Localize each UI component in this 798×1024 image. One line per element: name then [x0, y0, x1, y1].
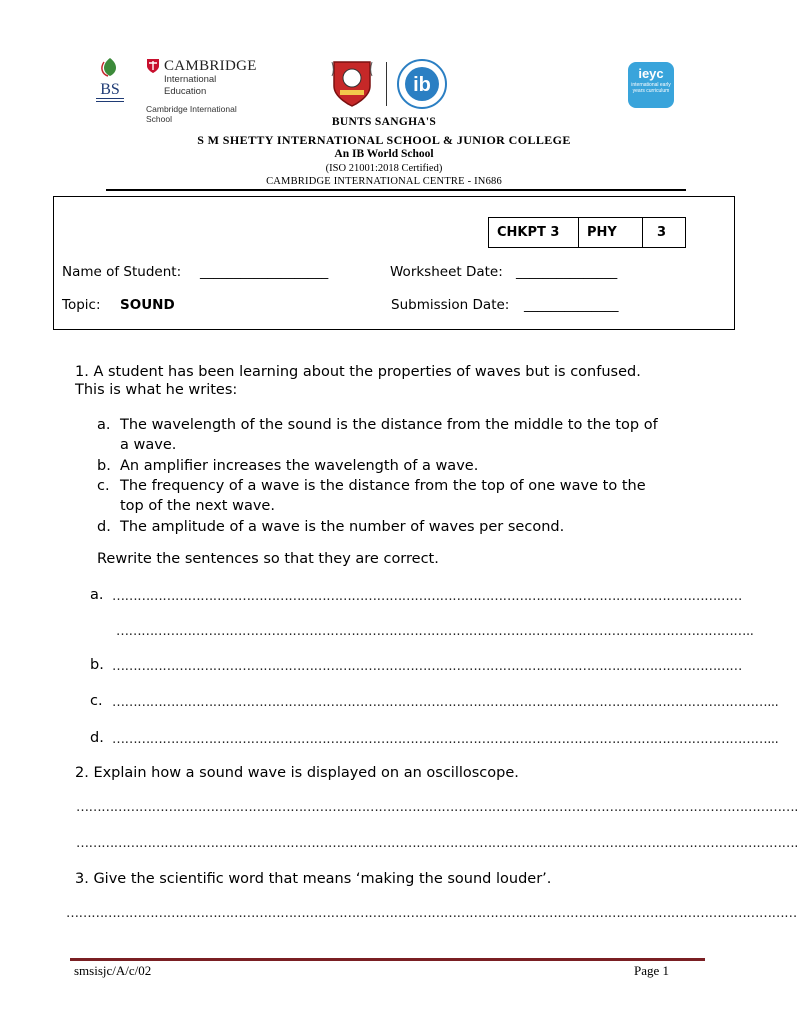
cambridge-shield-icon	[146, 58, 160, 74]
answer-line-c[interactable]: …………………………………………………………………………………………………………………………………………...	[112, 695, 779, 710]
answer-line-a-2[interactable]: ……………………………………………………………………………………………………………………………………..	[116, 624, 754, 639]
header-rule	[106, 189, 686, 191]
logo-divider	[386, 62, 387, 106]
q1-item-a-line-2: a wave.	[120, 437, 177, 453]
worksheet-date-blank[interactable]: _______________	[516, 264, 618, 280]
bs-logo-text: BS	[100, 81, 120, 98]
q3-answer-line[interactable]: …………………………………………………………………………………………………………………………………………………………	[66, 906, 797, 921]
answer-label-d: d.	[90, 730, 104, 746]
ieyc-logo-text: ieyc	[638, 66, 664, 81]
q1-item-a-line-1: The wavelength of the sound is the distance from the middle to the top of	[120, 417, 658, 433]
cambridge-sub: International Education	[164, 74, 217, 97]
cambridge-logo	[146, 58, 256, 124]
bs-logo	[92, 56, 128, 106]
footer-page: Page 1	[634, 963, 670, 978]
code-subject: PHY	[579, 218, 643, 247]
header-ib-line: An IB World School	[334, 148, 434, 160]
q1-item-c-line-2: top of the next wave.	[120, 498, 275, 514]
header-centre-line: CAMBRIDGE INTERNATIONAL CENTRE - IN686	[266, 176, 502, 187]
code-box	[488, 217, 686, 248]
ib-logo-text: ib	[413, 74, 431, 96]
school-crest-icon	[326, 58, 378, 110]
topic-label: Topic:	[62, 297, 101, 313]
ib-logo	[396, 58, 448, 110]
submission-date-label: Submission Date:	[391, 297, 510, 313]
q1-line-1: 1. A student has been learning about the properties of waves but is confused.	[75, 364, 641, 380]
q3-text: 3. Give the scientific word that means ‘making the sound louder’.	[75, 871, 552, 887]
header-line-1: BUNTS SANGHA'S	[331, 116, 437, 128]
answer-line-b[interactable]: ……………………………………………………………………………………………………………………………………	[112, 659, 743, 674]
cambridge-school: Cambridge International School	[146, 104, 237, 124]
q1-item-marker: b.	[97, 458, 111, 474]
answer-line-a-1[interactable]: ……………………………………………………………………………………………………………………………………	[112, 589, 743, 604]
header-school-name: S M SHETTY INTERNATIONAL SCHOOL & JUNIOR COLLEGE	[197, 133, 571, 147]
code-number: 3	[657, 225, 667, 240]
q1-item-marker: c.	[97, 478, 110, 494]
cambridge-title: CAMBRIDGE	[164, 58, 257, 74]
name-blank[interactable]: ___________________	[200, 264, 329, 280]
q1-item-marker: d.	[97, 519, 111, 535]
answer-line-d[interactable]: …………………………………………………………………………………………………………………………………………...	[112, 732, 779, 747]
footer-code: smsisjc/A/c/02	[74, 963, 152, 978]
q1-line-2: This is what he writes:	[75, 382, 238, 398]
topic-value: SOUND	[120, 297, 175, 313]
name-label: Name of Student:	[62, 264, 182, 280]
code-checkpoint: CHKPT 3	[489, 218, 579, 247]
q2-answer-line-1[interactable]: ……………………………………………………………………………………………………………………………………………………….	[76, 800, 798, 815]
ieyc-logo	[628, 62, 674, 108]
header-iso-line: (ISO 21001:2018 Certified)	[325, 163, 443, 174]
q1-instruction: Rewrite the sentences so that they are correct.	[97, 551, 439, 567]
q2-answer-line-2[interactable]: ……………………………………………………………………………………………………………………………………………………….	[76, 836, 798, 851]
footer-rule	[70, 958, 705, 961]
submission-date-blank[interactable]: ______________	[524, 297, 619, 313]
q1-item-c-line-1: The frequency of a wave is the distance from the top of one wave to the	[120, 478, 646, 494]
q1-item-b-line-1: An amplifier increases the wavelength of a wave.	[120, 458, 479, 474]
q1-item-marker: a.	[97, 417, 111, 433]
answer-label-c: c.	[90, 693, 103, 709]
q1-item-d-line-1: The amplitude of a wave is the number of waves per second.	[120, 519, 565, 535]
worksheet-date-label: Worksheet Date:	[390, 264, 503, 280]
q2-text: 2. Explain how a sound wave is displayed on an oscilloscope.	[75, 765, 519, 781]
answer-label-a: a.	[90, 587, 104, 603]
answer-label-b: b.	[90, 657, 104, 673]
ieyc-logo-subtext: international early years curriculum	[631, 82, 671, 94]
